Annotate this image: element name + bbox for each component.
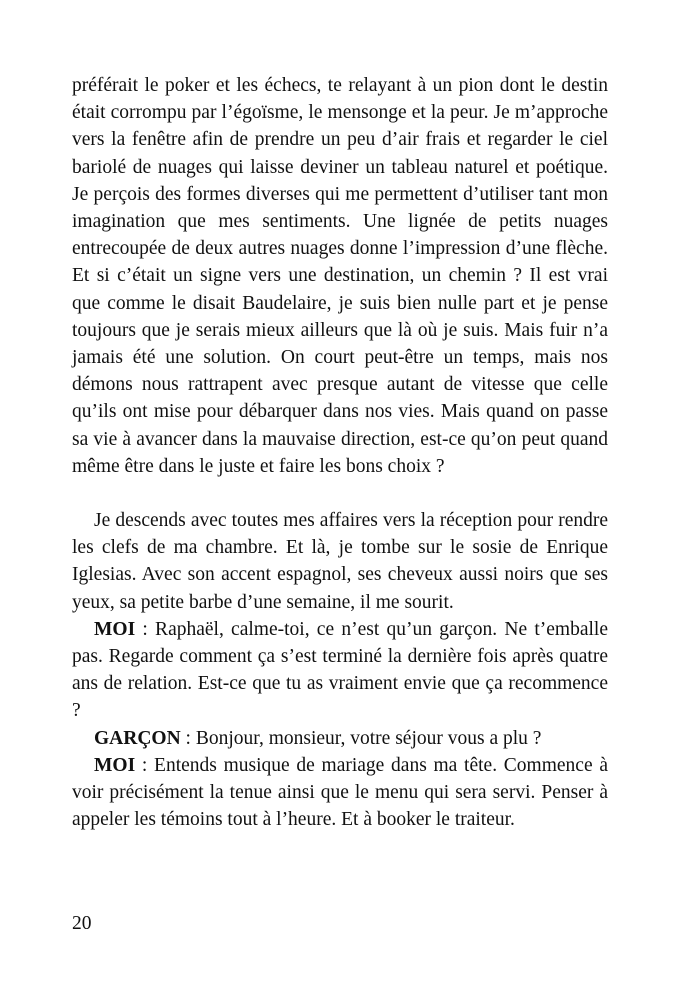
speaker-name: MOI bbox=[94, 754, 136, 776]
paragraph-1: préférait le poker et les échecs, te relayant à un pion dont le destin était corrompu par l’égoïsme, le mensonge et la peur. Je m’approche vers la fenêtre afin de prendre un peu d’air frais et regarder le ciel bariolé de nuages qui laisse deviner un tableau naturel et poétique. Je perçois des formes diverses qui me permettent d’utiliser tant mon imagination que mes sentiments. Une lignée de petits nuages entrecoupée de deux autres nuages donne l’impression d’une flèche. Et si c’était un signe vers une destination, un chemin ? Il est vrai que comme le disait Baudelaire, je suis bien nulle part et je pense toujours que je serais mieux ailleurs que là où je suis. Mais fuir n’a jamais été une solution. On court peut-être un temps, mais nos démons nous rattrapent avec presque autant de vitesse que celle qu’ils ont mise pour débarquer dans nos vies. Mais quand on passe sa vie à avancer dans la mauvaise direction, est-ce qu’on peut quand même être dans le juste et faire les bons choix ? bbox=[72, 75, 608, 477]
dialogue-text: : Entends musique de mariage dans ma tête. Commence à voir précisément la tenue ainsi que le menu qui sera servi. Penser à appeler les témoins tout à l’heure. Et à booker le traiteur. bbox=[72, 754, 608, 831]
dialogue-line-3 bbox=[72, 752, 608, 834]
dialogue-text: : Bonjour, monsieur, votre séjour vous a plu ? bbox=[180, 727, 542, 749]
paragraph-gap bbox=[72, 480, 608, 507]
page-body bbox=[72, 72, 608, 833]
dialogue-text: : Raphaël, calme-toi, ce n’est qu’un garçon. Ne t’emballe pas. Regarde comment ça s’est terminé la dernière fois après quatre ans de relation. Est-ce que tu as vraiment envie que ça recommence ? bbox=[72, 618, 608, 722]
page-number: 20 bbox=[72, 913, 92, 934]
speaker-name: MOI bbox=[94, 618, 136, 640]
speaker-name: GARÇON bbox=[94, 727, 181, 749]
dialogue-line-2 bbox=[72, 725, 608, 752]
dialogue-line-1 bbox=[72, 616, 608, 725]
paragraph-2: Je descends avec toutes mes affaires vers la réception pour rendre les clefs de ma chambre. Et là, je tombe sur le sosie de Enrique Iglesias. Avec son accent espagnol, ses cheveux aussi noirs que ses yeux, sa petite barbe d’une semaine, il me sourit. bbox=[72, 510, 608, 613]
